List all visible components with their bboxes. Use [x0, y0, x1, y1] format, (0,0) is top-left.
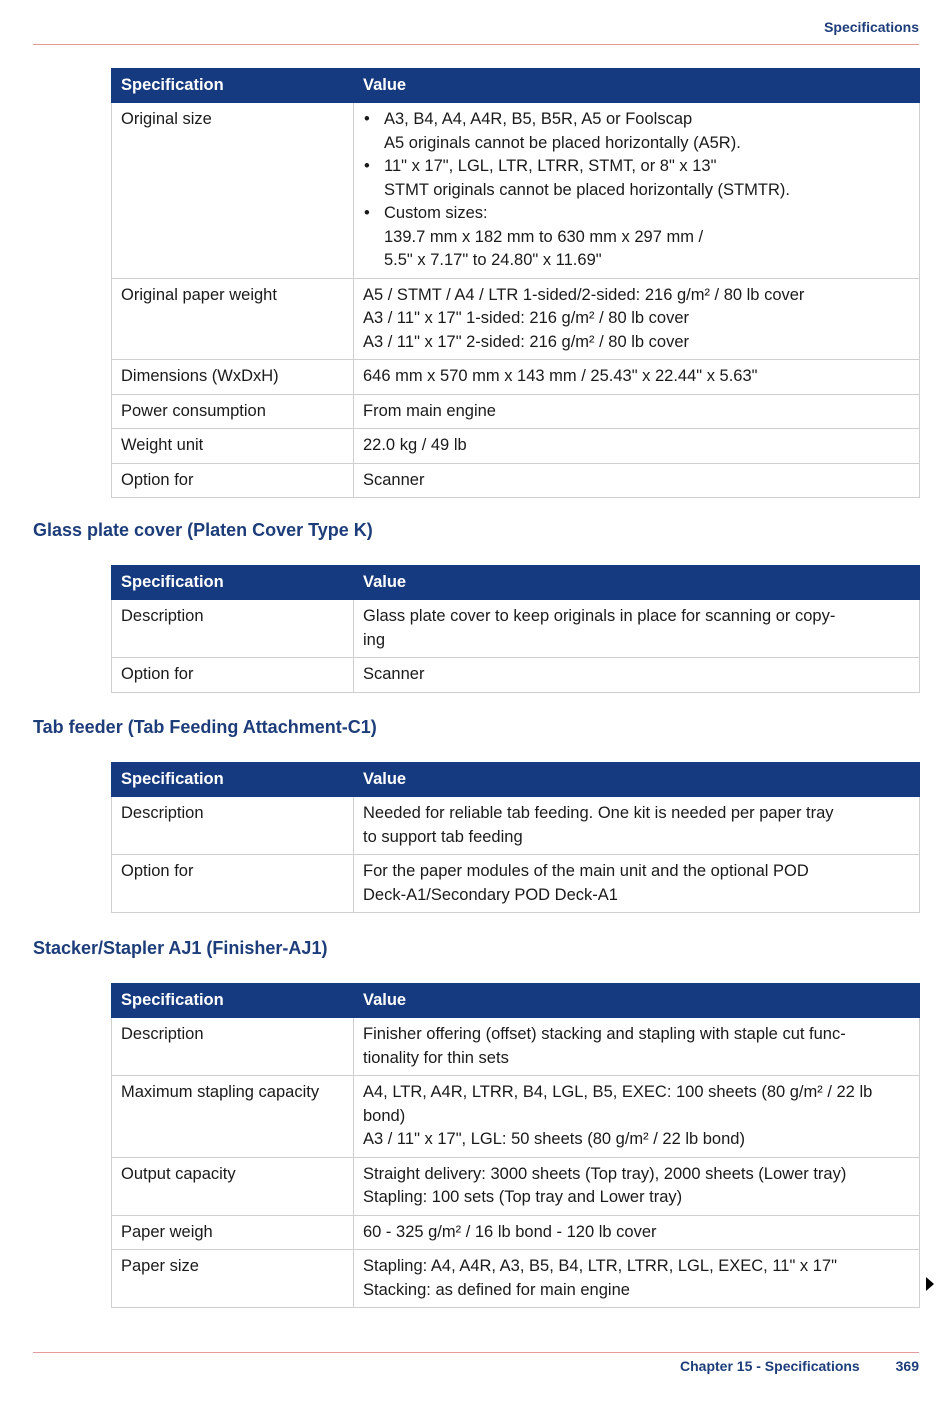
value-line: Finisher offering (offset) stacking and stapling with staple cut func- [363, 1025, 846, 1043]
page-number: 369 [895, 1358, 919, 1374]
value-line: Stapling: 100 sets (Top tray and Lower tray) [363, 1188, 683, 1206]
column-header-value: Value [354, 984, 920, 1018]
bullet-glyph: • [364, 110, 370, 128]
value-line: A3 / 11" x 17" 1-sided: 216 g/m² / 80 lb cover [363, 309, 689, 327]
table-row [112, 855, 920, 913]
table-row [112, 463, 920, 498]
value-line: STMT originals cannot be placed horizontally (STMTR). [384, 180, 790, 199]
spec-value [354, 278, 920, 360]
spec-label: Option for [112, 658, 354, 693]
spec-label: Description [112, 600, 354, 658]
running-header-title: Specifications [824, 19, 919, 35]
table-row [112, 797, 920, 855]
spec-value [354, 463, 920, 498]
spec-value [354, 658, 920, 693]
spec-value [354, 1018, 920, 1076]
spec-value [354, 1157, 920, 1215]
value-line: A3 / 11" x 17" 2-sided: 216 g/m² / 80 lb cover [363, 332, 689, 351]
bullet-glyph: • [364, 204, 370, 222]
table-row [112, 1076, 920, 1158]
spec-table-glass-plate-cover [111, 565, 920, 693]
value-line: to support tab feeding [363, 827, 523, 846]
spec-value [354, 103, 920, 279]
table-header-row [112, 763, 920, 797]
spec-label: Original size [112, 103, 354, 279]
spec-value [354, 429, 920, 464]
spec-label: Paper weigh [112, 1215, 354, 1250]
value-line: 22.0 kg / 49 lb [363, 436, 467, 454]
value-line: Deck-A1/Secondary POD Deck-A1 [363, 885, 618, 904]
table-header-row [112, 69, 920, 103]
spec-label: Description [112, 1018, 354, 1076]
value-line: 646 mm x 570 mm x 143 mm / 25.43" x 22.44" x 5.63" [363, 367, 758, 385]
table-row [112, 658, 920, 693]
spec-value [354, 1076, 920, 1158]
column-header-value: Value [354, 566, 920, 600]
spec-value [354, 1215, 920, 1250]
spec-label: Original paper weight [112, 278, 354, 360]
spec-label: Paper size [112, 1250, 354, 1308]
section-title-glass-plate-cover: Glass plate cover (Platen Cover Type K) [33, 520, 373, 540]
spec-label: Option for [112, 463, 354, 498]
spec-value [354, 600, 920, 658]
bullet-glyph: • [364, 157, 370, 175]
value-line: Stacking: as defined for main engine [363, 1280, 630, 1299]
value-line: A5 / STMT / A4 / LTR 1-sided/2-sided: 216 g/m² / 80 lb cover [363, 285, 805, 304]
table-header-row [112, 984, 920, 1018]
value-line: A4, LTR, A4R, LTRR, B4, LGL, B5, EXEC: 100 sheets (80 g/m² / 22 lb [363, 1083, 873, 1101]
list-item [363, 155, 910, 202]
footer-chapter: Chapter 15 - Specifications [680, 1358, 860, 1374]
table-row [112, 360, 920, 395]
column-header-specification: Specification [112, 69, 354, 103]
next-page-arrow-icon[interactable] [926, 1277, 934, 1291]
spec-table-scanner [111, 68, 920, 498]
spec-label: Power consumption [112, 394, 354, 429]
list-item [363, 202, 910, 273]
value-line: ing [363, 630, 386, 649]
table-row [112, 1250, 920, 1308]
value-line: A3, B4, A4, A4R, B5, B5R, A5 or Foolscap [384, 110, 693, 128]
value-line: Scanner [363, 470, 425, 489]
spec-label: Maximum stapling capacity [112, 1076, 354, 1158]
column-header-value: Value [354, 763, 920, 797]
spec-value [354, 1250, 920, 1308]
spec-value [354, 360, 920, 395]
value-line: 139.7 mm x 182 mm to 630 mm x 297 mm / [384, 227, 704, 246]
spec-table-stacker-stapler [111, 983, 920, 1308]
value-line: For the paper modules of the main unit and the optional POD [363, 862, 809, 880]
section-title-tab-feeder: Tab feeder (Tab Feeding Attachment-C1) [33, 717, 377, 737]
table-row [112, 1157, 920, 1215]
table-row [112, 600, 920, 658]
value-line: From main engine [363, 401, 496, 420]
spec-label: Weight unit [112, 429, 354, 464]
table-row [112, 278, 920, 360]
table-row [112, 394, 920, 429]
column-header-specification: Specification [112, 763, 354, 797]
table-row [112, 103, 920, 279]
column-header-specification: Specification [112, 566, 354, 600]
table-row [112, 1018, 920, 1076]
spec-value [354, 394, 920, 429]
value-line: tionality for thin sets [363, 1048, 509, 1067]
value-line: 5.5" x 7.17" to 24.80" x 11.69" [384, 251, 602, 269]
spec-label: Dimensions (WxDxH) [112, 360, 354, 395]
list-item [363, 108, 910, 155]
value-line: Needed for reliable tab feeding. One kit is needed per paper tray [363, 804, 834, 822]
value-line: 60 - 325 g/m² / 16 lb bond - 120 lb cover [363, 1222, 657, 1241]
value-line: Glass plate cover to keep originals in place for scanning or copy- [363, 607, 836, 625]
value-line: Straight delivery: 3000 sheets (Top tray), 2000 sheets (Lower tray) [363, 1164, 847, 1183]
header-divider [33, 44, 919, 45]
value-line: 11" x 17", LGL, LTR, LTRR, STMT, or 8" x 13" [384, 157, 717, 175]
value-line: A3 / 11" x 17", LGL: 50 sheets (80 g/m² / 22 lb bond) [363, 1130, 745, 1148]
spec-table-tab-feeder [111, 762, 920, 913]
spec-label: Description [112, 797, 354, 855]
spec-value [354, 855, 920, 913]
footer-divider [33, 1352, 919, 1353]
spec-value [354, 797, 920, 855]
value-line: bond) [363, 1106, 406, 1125]
value-line: Custom sizes: [384, 204, 488, 222]
column-header-value: Value [354, 69, 920, 103]
value-line: Scanner [363, 665, 425, 683]
value-line: Stapling: A4, A4R, A3, B5, B4, LTR, LTRR, LGL, EXEC, 11" x 17" [363, 1257, 837, 1275]
spec-label: Option for [112, 855, 354, 913]
table-header-row [112, 566, 920, 600]
section-title-stacker-stapler: Stacker/Stapler AJ1 (Finisher-AJ1) [33, 938, 328, 958]
column-header-specification: Specification [112, 984, 354, 1018]
table-row [112, 429, 920, 464]
value-line: A5 originals cannot be placed horizontally (A5R). [384, 133, 741, 152]
spec-label: Output capacity [112, 1157, 354, 1215]
bullet-list [363, 108, 910, 273]
table-row [112, 1215, 920, 1250]
